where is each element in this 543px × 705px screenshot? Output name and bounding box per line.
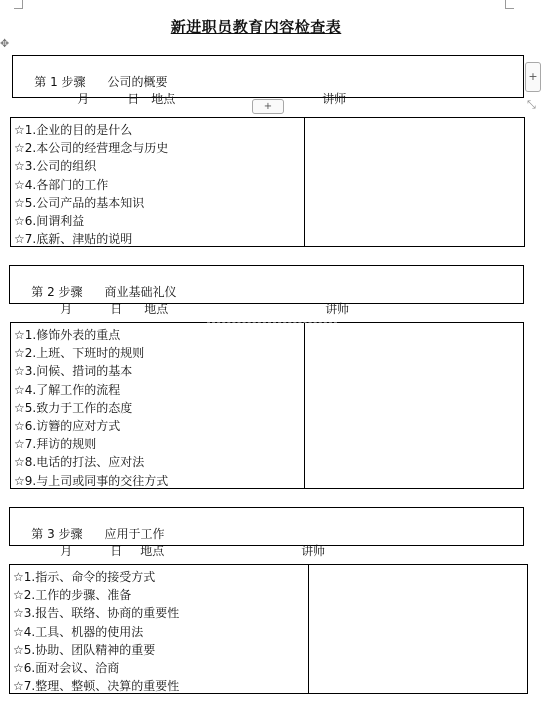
page-corner-mark-right: [505, 0, 514, 9]
list-item: ☆4.工具、机器的使用法: [13, 624, 144, 639]
step-3-header: [9, 507, 524, 558]
lecturer-field: 讲师: [301, 544, 326, 558]
place-field: 地点: [140, 544, 165, 558]
day-field: 日: [127, 92, 140, 106]
step-2-header: [9, 265, 524, 316]
list-item: ☆1.指示、命令的接受方式: [13, 570, 156, 584]
drag-guide-line: [207, 322, 337, 323]
day-field: 日: [110, 544, 123, 558]
step-2-items-table: [10, 322, 524, 489]
page-corner-mark-left: [14, 0, 23, 9]
list-item: ☆6.访簪的应对方式: [14, 418, 121, 433]
list-item: ☆7.底新、津贴的说明: [14, 232, 133, 247]
step-2-name: 商业基础礼仪: [104, 285, 177, 299]
list-item: ☆7.整理、整顿、决算的重要性: [13, 679, 180, 694]
month-field: 月: [60, 544, 73, 558]
table-move-handle-icon[interactable]: ✥: [0, 37, 10, 50]
day-field: 日: [110, 302, 123, 316]
list-item: ☆5.协助、团队精神的重要: [13, 642, 156, 657]
step-1-name: 公司的概要: [107, 75, 168, 89]
step-3-label: 第 3 步骤: [31, 527, 83, 541]
step-1-header: [12, 55, 524, 106]
list-item: ☆6.面对会议、洽商: [13, 660, 120, 675]
step-2-label: 第 2 步骤: [31, 285, 83, 299]
step-3-items-table: [9, 564, 528, 694]
step-3-item-list: [13, 568, 179, 695]
lecturer-field: 讲师: [325, 302, 350, 316]
list-item: ☆3.报告、联络、协商的重要性: [13, 606, 180, 621]
step-3-name: 应用于工作: [104, 527, 165, 541]
list-item: ☆7.拜访的规则: [14, 437, 97, 452]
step-1-items-table: [10, 117, 525, 247]
step-3-column-divider: [308, 565, 309, 693]
list-item: ☆3.公司的组织: [14, 159, 97, 174]
month-field: 月: [60, 302, 73, 316]
lecturer-field: 讲师: [322, 92, 347, 106]
step-1-item-list: [14, 121, 168, 248]
list-item: ☆2.工作的步骤、准备: [13, 588, 132, 603]
list-item: ☆4.各部门的工作: [14, 177, 109, 192]
step-2-item-list: [14, 326, 168, 490]
add-row-button[interactable]: +: [252, 99, 284, 114]
list-item: ☆9.与上司或同事的交往方式: [14, 473, 169, 488]
place-field: 地点: [144, 302, 169, 316]
list-item: ☆5.公司产品的基本知识: [14, 195, 145, 210]
step-1-label: 第 1 步骤: [34, 75, 86, 89]
place-field: 地点: [151, 92, 176, 106]
list-item: ☆6.间谓利益: [14, 213, 85, 228]
month-field: 月: [77, 92, 90, 106]
list-item: ☆2.本公司的经营理念与历史: [14, 141, 169, 156]
step-1-column-divider: [304, 118, 305, 246]
list-item: ☆8.电话的打法、应对法: [14, 455, 145, 470]
list-item: ☆1.企业的目的是什么: [14, 123, 133, 137]
list-item: ☆4.了解工作的流程: [14, 382, 121, 397]
list-item: ☆5.致力于工作的态度: [14, 400, 133, 415]
table-resize-handle-icon[interactable]: ⤡: [527, 98, 536, 111]
step-2-column-divider: [304, 323, 305, 488]
list-item: ☆2.上班、下班时的规则: [14, 346, 145, 361]
add-column-button[interactable]: +: [525, 62, 541, 92]
list-item: ☆3.问候、措词的基本: [14, 364, 133, 379]
document-title: 新进职员教育内容检查表: [170, 18, 342, 36]
list-item: ☆1.修饰外表的重点: [14, 328, 121, 342]
